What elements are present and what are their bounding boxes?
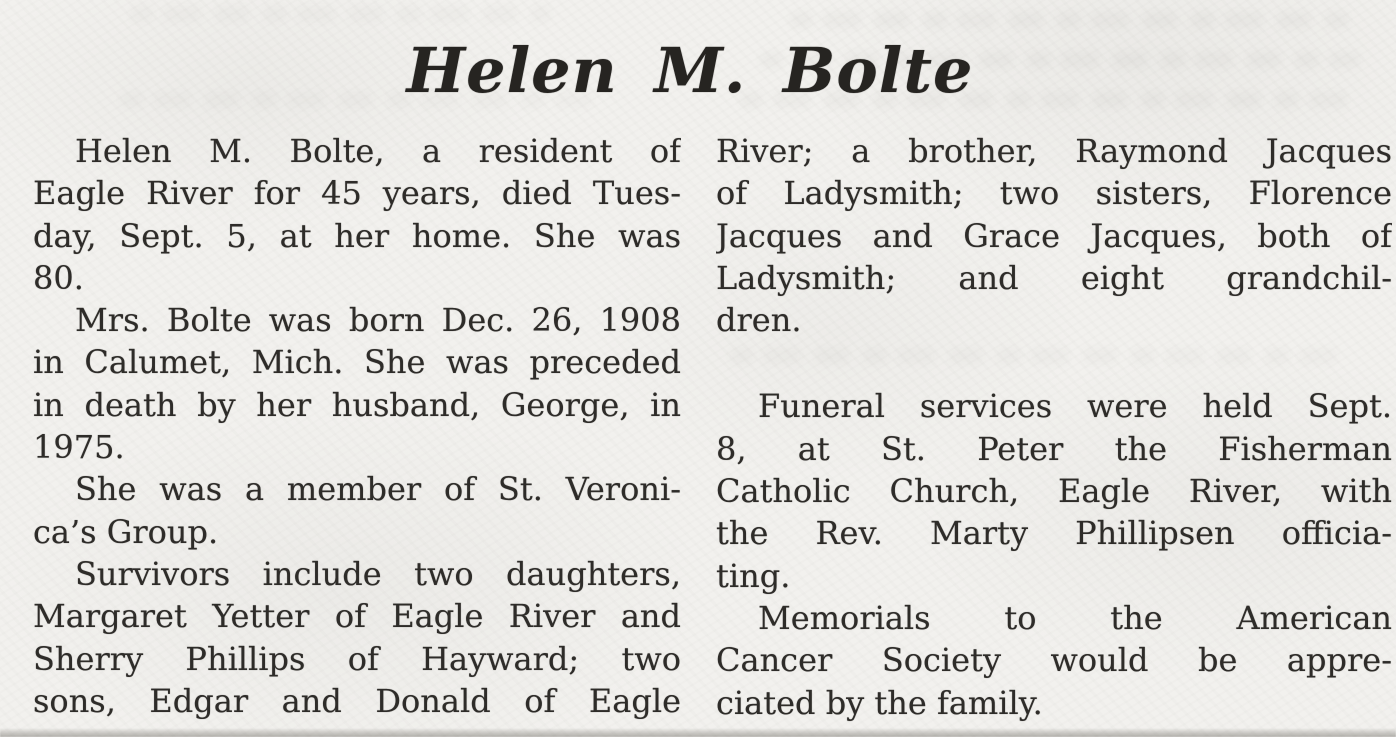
- text-line: of Ladysmith; two sisters, Florence: [716, 174, 1392, 213]
- text-line: Margaret Yetter of Eagle River and: [33, 597, 681, 636]
- text-line: sons, Edgar and Donald of Eagle: [33, 681, 681, 720]
- paragraph: [716, 385, 1392, 596]
- paragraph: [716, 130, 1392, 341]
- text-line: in Calumet, Mich. She was preceded: [33, 343, 681, 382]
- text-line: Survivors include two daughters,: [75, 554, 681, 593]
- text-line: River; a brother, Raymond Jacques: [716, 132, 1392, 170]
- paragraph: [33, 553, 681, 722]
- article-column-right: [716, 130, 1392, 724]
- text-line: day, Sept. 5, at her home. She was: [33, 216, 681, 255]
- paragraph: [33, 299, 681, 468]
- text-line: Eagle River for 45 years, died Tues-: [33, 174, 681, 213]
- text-line: Helen M. Bolte, a resident of: [75, 132, 681, 170]
- text-line: Mrs. Bolte was born Dec. 26, 1908: [75, 301, 681, 340]
- text-line: 1975.: [33, 428, 125, 467]
- text-line: Catholic Church, Eagle River, with: [716, 472, 1392, 511]
- text-line: Funeral services were held Sept.: [758, 387, 1392, 426]
- obituary-header: [0, 34, 1380, 107]
- text-line: dren.: [716, 301, 802, 340]
- bleedthrough-artifact: [790, 12, 1350, 28]
- text-line: 8, at St. Peter the Fisherman: [716, 429, 1392, 468]
- bleedthrough-artifact: [130, 6, 550, 22]
- text-line: ca’s Group.: [33, 512, 219, 551]
- text-line: ting.: [716, 556, 791, 595]
- obituary-title: Helen M. Bolte: [406, 34, 974, 107]
- text-line: the Rev. Marty Phillipsen officia-: [716, 514, 1392, 553]
- text-line: She was a member of St. Veroni-: [75, 470, 681, 509]
- text-line: Ladysmith; and eight grandchil-: [716, 258, 1392, 297]
- text-line: Jacques and Grace Jacques, both of: [716, 216, 1392, 255]
- paragraph: [33, 468, 681, 553]
- text-line: ciated by the family.: [716, 683, 1043, 722]
- paragraph: [716, 597, 1392, 724]
- text-line: Cancer Society would be appre-: [716, 641, 1392, 680]
- paragraph: [33, 130, 681, 299]
- text-line: in death by her husband, George, in: [33, 385, 681, 424]
- text-line: Memorials to the American: [758, 598, 1392, 637]
- scan-edge-shadow: [0, 728, 1396, 737]
- text-line: Sherry Phillips of Hayward; two: [33, 639, 681, 678]
- article-column-left: [33, 130, 681, 722]
- text-line: 80.: [33, 258, 84, 297]
